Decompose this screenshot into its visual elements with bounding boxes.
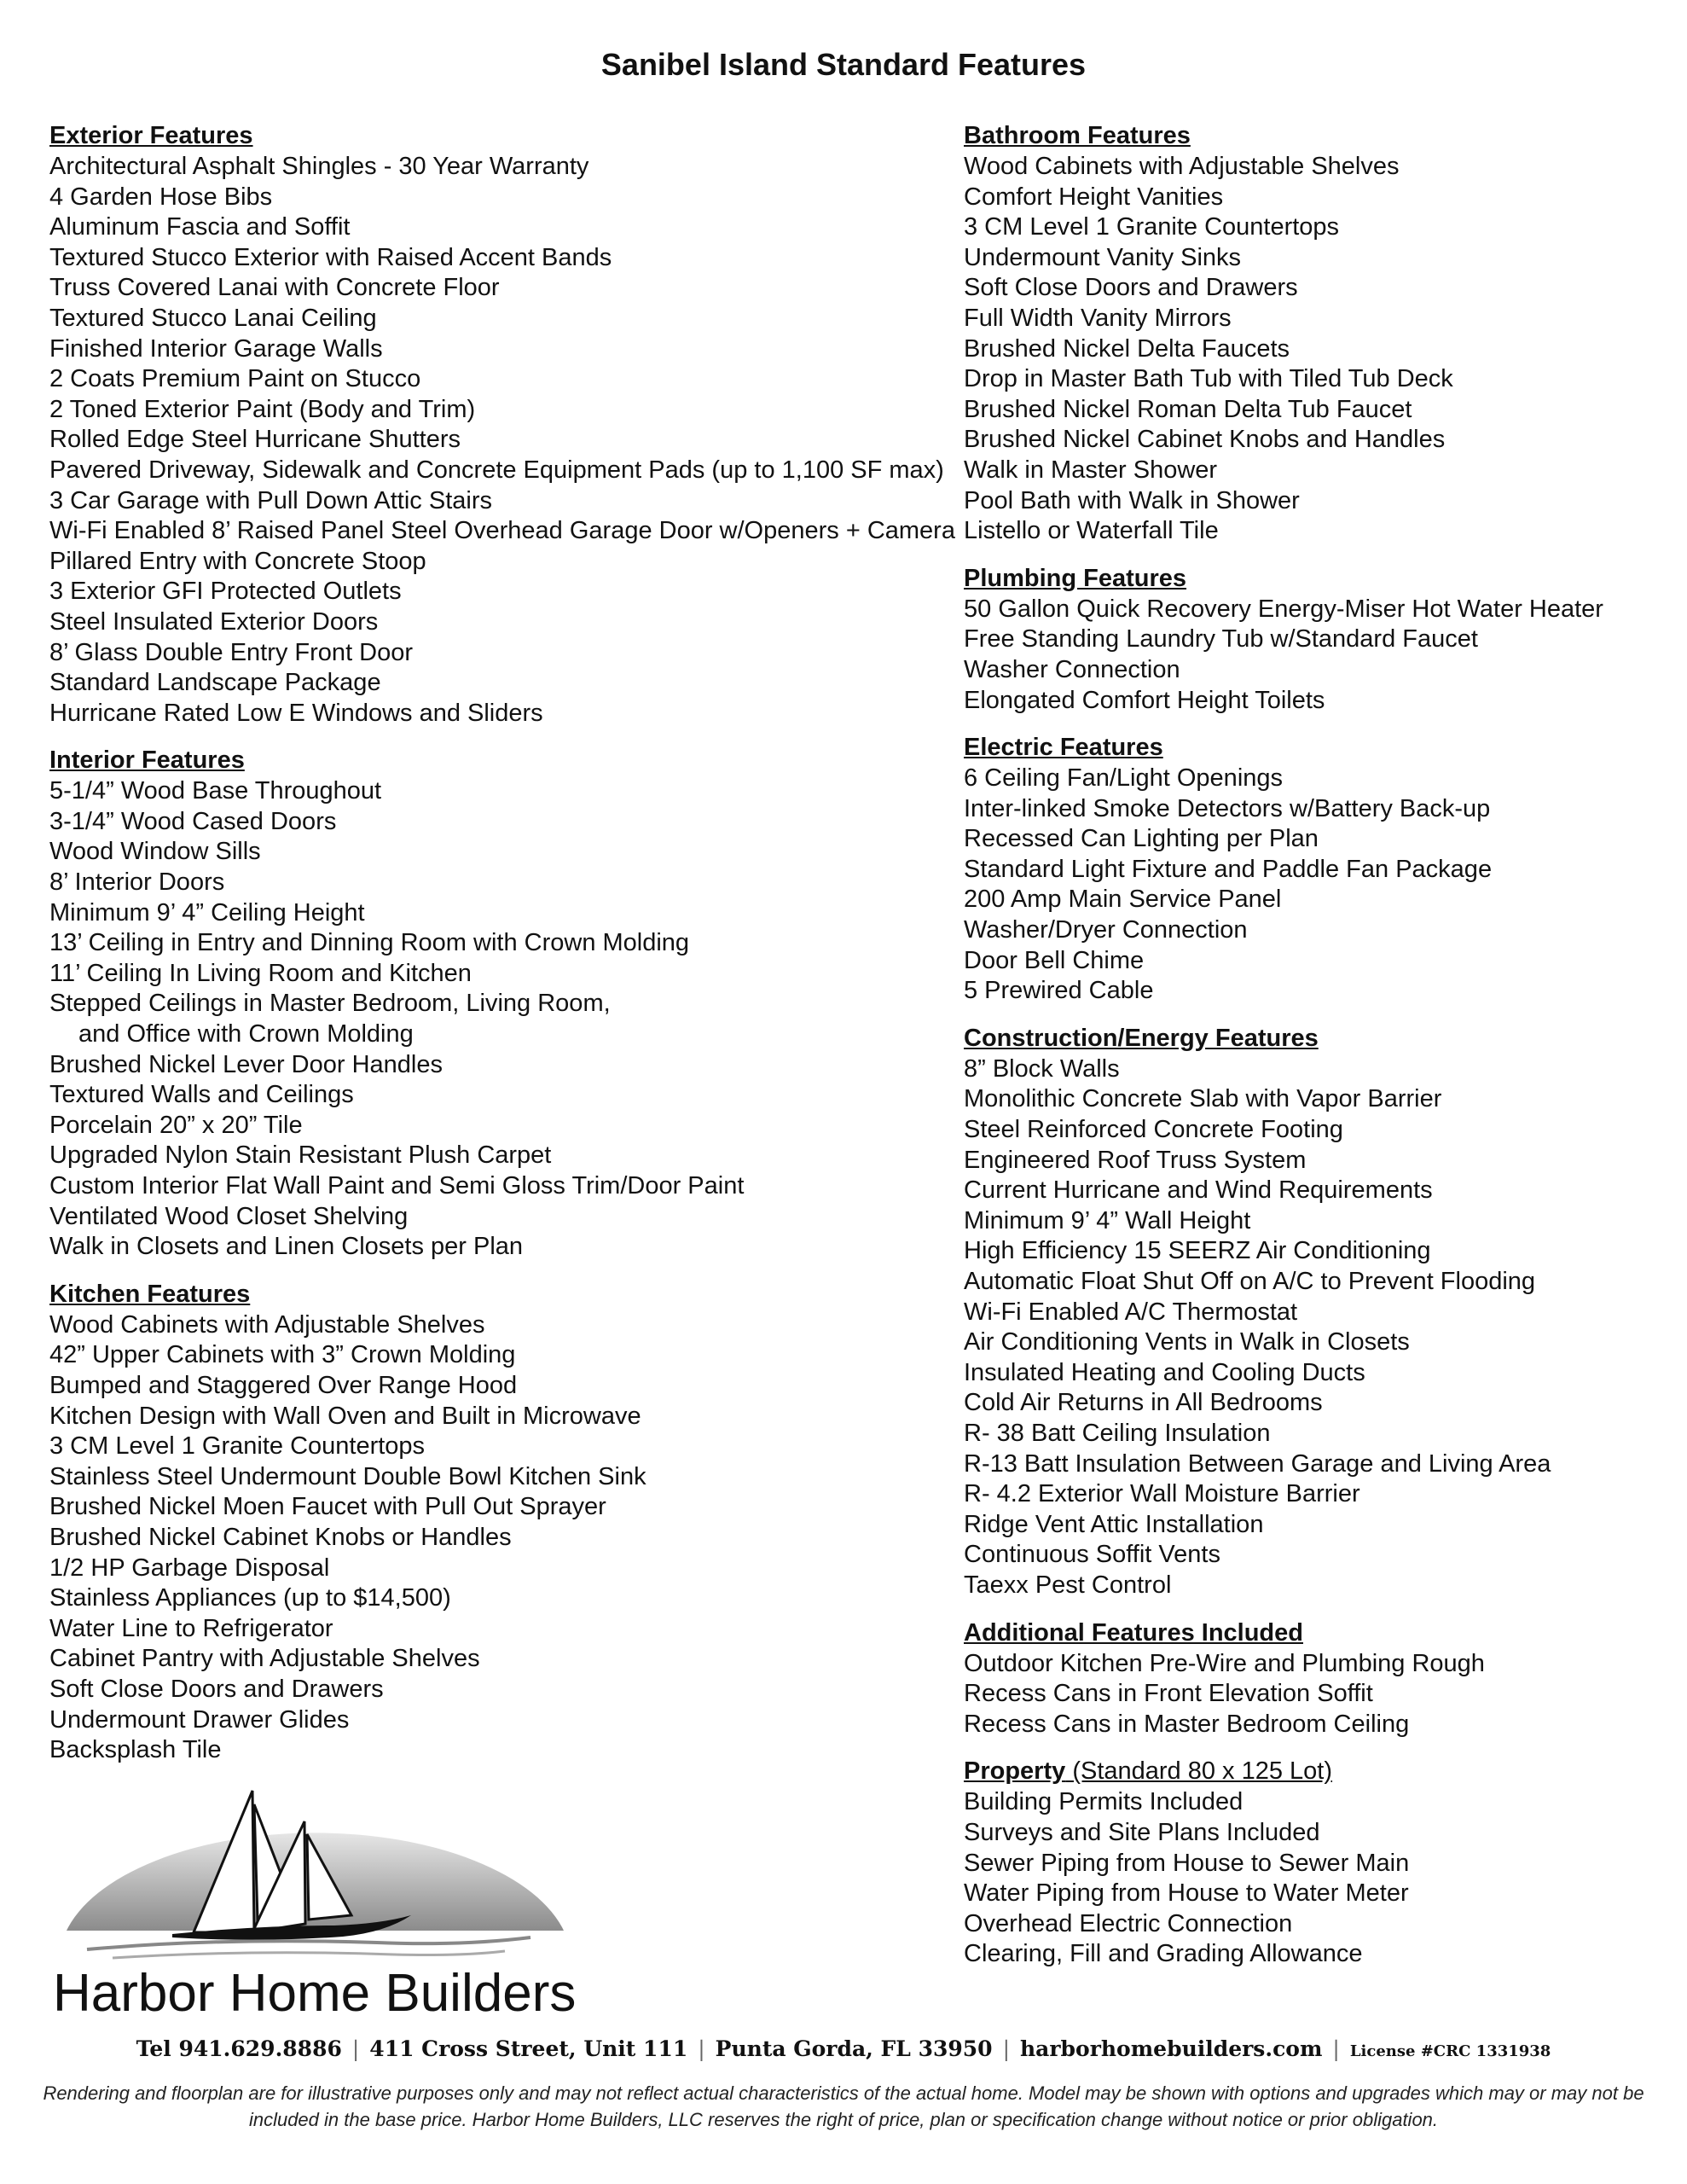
section-heading-label: Kitchen Features (49, 1280, 251, 1308)
feature-list (964, 595, 1663, 716)
left-column (49, 119, 955, 1781)
feature-item: Listello or Waterfall Tile (964, 517, 1219, 545)
feature-item: Drop in Master Bath Tub with Tiled Tub Deck (964, 365, 1453, 393)
feature-item: 3 Exterior GFI Protected Outlets (49, 578, 402, 606)
feature-item: 3-1/4” Wood Cased Doors (49, 807, 337, 835)
feature-item: Upgraded Nylon Stain Resistant Plush Carpet (49, 1141, 552, 1170)
feature-item: Hurricane Rated Low E Windows and Sliders (49, 699, 543, 727)
feature-item: Cold Air Returns in All Bedrooms (964, 1389, 1323, 1417)
feature-list (49, 1310, 919, 1766)
feature-item: Textured Stucco Exterior with Raised Accent Bands (49, 243, 612, 271)
feature-item: Automatic Float Shut Off on A/C to Prevent Flooding (964, 1268, 1536, 1295)
feature-item: Finished Interior Garage Walls (49, 334, 383, 363)
feature-list (964, 1787, 1663, 1970)
feature-item: 5 Prewired Cable (964, 977, 1154, 1005)
feature-item: Wi-Fi Enabled A/C Thermostat (964, 1298, 1298, 1326)
feature-item: Elongated Comfort Height Toilets (964, 686, 1325, 714)
feature-item: Steel Insulated Exterior Doors (49, 607, 379, 636)
license-number: License #CRC 1331938 (1349, 2042, 1551, 2060)
section-heading-label: Property (964, 1757, 1066, 1786)
feature-item: Ventilated Wood Closet Shelving (49, 1202, 409, 1230)
feature-item: Pool Bath with Walk in Shower (964, 486, 1300, 514)
feature-item: 1/2 HP Garbage Disposal (49, 1554, 330, 1582)
feature-item: 2 Coats Premium Paint on Stucco (49, 365, 421, 393)
feature-item: Custom Interior Flat Wall Paint and Semi Gloss Trim/Door Paint (49, 1172, 745, 1199)
feature-item: 50 Gallon Quick Recovery Energy-Miser Hot Water Heater (964, 595, 1603, 623)
feature-item: 13’ Ceiling in Entry and Dinning Room with Crown Molding (49, 929, 690, 957)
section-heading-label: Interior Features (49, 746, 245, 775)
feature-item: Water Line to Refrigerator (49, 1614, 333, 1642)
website-link[interactable]: harborhomebuilders.com (1020, 2036, 1323, 2061)
feature-item: Bumped and Staggered Over Range Hood (49, 1371, 518, 1399)
section-electric-features (964, 731, 1663, 1007)
disclaimer-text: Rendering and floorplan are for illustrative purposes only and may not reflect actual characteristics of the actual home. Model may be shown with options and upgrades which may or may not be included in the base price. Harbor Home Builders, LLC reserves the right of price, plan or specification change without notice or prior obligation. (43, 2082, 1644, 2130)
feature-item: Porcelain 20” x 20” Tile (49, 1111, 303, 1139)
feature-list (964, 1054, 1663, 1601)
feature-item: Comfort Height Vanities (964, 183, 1224, 211)
feature-item: Truss Covered Lanai with Concrete Floor (49, 274, 500, 302)
feature-item: Inter-linked Smoke Detectors w/Battery Back-up (964, 794, 1491, 822)
feature-item: Engineered Roof Truss System (964, 1146, 1307, 1174)
feature-list (964, 1649, 1663, 1740)
feature-item: 3 Car Garage with Pull Down Attic Stairs (49, 486, 492, 514)
section-property (964, 1755, 1663, 1970)
feature-item: Brushed Nickel Roman Delta Tub Faucet (964, 395, 1412, 423)
feature-item: 8’ Glass Double Entry Front Door (49, 638, 414, 666)
feature-item: Free Standing Laundry Tub w/Standard Faucet (964, 625, 1478, 653)
feature-item: Pillared Entry with Concrete Stoop (49, 547, 426, 575)
feature-item: Taexx Pest Control (964, 1571, 1172, 1599)
feature-item: R- 4.2 Exterior Wall Moisture Barrier (964, 1480, 1360, 1508)
street-address: 411 Cross Street, Unit 111 (369, 2036, 688, 2061)
feature-item: Minimum 9’ 4” Ceiling Height (49, 898, 365, 926)
section-heading-label: Plumbing Features (964, 564, 1187, 592)
feature-item: Wi-Fi Enabled 8’ Raised Panel Steel Overhead Garage Door w/Openers + Camera (49, 517, 955, 545)
feature-item: 8” Block Walls (964, 1054, 1120, 1083)
feature-item: 2 Toned Exterior Paint (Body and Trim) (49, 395, 476, 423)
section-exterior-features (49, 119, 955, 729)
section-heading (964, 1755, 1663, 1787)
feature-item: 6 Ceiling Fan/Light Openings (964, 764, 1284, 793)
feature-item: Surveys and Site Plans Included (964, 1818, 1320, 1846)
feature-list (964, 152, 1663, 547)
feature-item: R- 38 Batt Ceiling Insulation (964, 1419, 1271, 1447)
feature-item: Undermount Drawer Glides (49, 1705, 350, 1734)
section-heading (964, 119, 1663, 152)
feature-item: 200 Amp Main Service Panel (964, 886, 1282, 914)
feature-item: Wood Window Sills (49, 838, 261, 866)
feature-item: 42” Upper Cabinets with 3” Crown Molding (49, 1341, 516, 1369)
feature-item: 11’ Ceiling In Living Room and Kitchen (49, 959, 472, 987)
feature-item: Architectural Asphalt Shingles - 30 Year Warranty (49, 153, 589, 180)
feature-item: Pavered Driveway, Sidewalk and Concrete Equipment Pads (up to 1,100 SF max) (49, 456, 944, 484)
feature-item: Steel Reinforced Concrete Footing (964, 1116, 1343, 1144)
section-additional-features-included (964, 1617, 1663, 1740)
feature-item: Overhead Electric Connection (964, 1909, 1293, 1937)
section-heading (964, 562, 1663, 595)
feature-list (49, 776, 919, 1263)
feature-item: Walk in Closets and Linen Closets per Plan (49, 1233, 524, 1261)
feature-item: 5-1/4” Wood Base Throughout (49, 777, 382, 805)
logo-wordmark: Harbor Home Builders (53, 1964, 577, 2023)
section-heading (49, 1278, 919, 1310)
feature-item: Soft Close Doors and Drawers (49, 1675, 384, 1703)
feature-item: Rolled Edge Steel Hurricane Shutters (49, 426, 461, 454)
feature-item: Wood Cabinets with Adjustable Shelves (49, 1310, 485, 1339)
feature-item: and Office with Crown Molding (78, 1020, 414, 1048)
feature-item: Clearing, Fill and Grading Allowance (964, 1940, 1363, 1968)
feature-item: Wood Cabinets with Adjustable Shelves (964, 153, 1400, 180)
feature-item: Building Permits Included (964, 1788, 1244, 1816)
feature-item: Standard Landscape Package (49, 669, 381, 697)
feature-item: Brushed Nickel Moen Faucet with Pull Out Sprayer (49, 1493, 606, 1521)
feature-item: 3 CM Level 1 Granite Countertops (964, 213, 1340, 241)
section-heading (49, 119, 919, 152)
footer-separator: | (351, 2036, 360, 2061)
feature-item: Soft Close Doors and Drawers (964, 274, 1298, 302)
feature-item: Washer/Dryer Connection (964, 916, 1248, 944)
contact-footer (0, 2035, 1687, 2066)
section-heading-note: (Standard 80 x 125 Lot) (1065, 1757, 1333, 1786)
section-heading-label: Electric Features (964, 734, 1163, 762)
feature-item: Monolithic Concrete Slab with Vapor Barrier (964, 1085, 1442, 1113)
feature-item: Standard Light Fixture and Paddle Fan Package (964, 855, 1493, 883)
feature-list (49, 152, 955, 729)
feature-item: Door Bell Chime (964, 946, 1145, 974)
feature-item: R-13 Batt Insulation Between Garage and Living Area (964, 1449, 1551, 1478)
feature-item: Recess Cans in Master Bedroom Ceiling (964, 1710, 1410, 1738)
footer-separator: | (1332, 2036, 1340, 2061)
section-heading-label: Bathroom Features (964, 122, 1191, 149)
feature-item: Walk in Master Shower (964, 456, 1218, 484)
feature-item: Current Hurricane and Wind Requirements (964, 1176, 1433, 1205)
section-heading-label: Exterior Features (49, 122, 253, 149)
feature-item: Insulated Heating and Cooling Ducts (964, 1358, 1365, 1386)
feature-item: Aluminum Fascia and Soffit (49, 213, 351, 241)
section-heading-label: Additional Features Included (964, 1618, 1303, 1647)
harbor-home-builders-logo (53, 1787, 582, 2026)
feature-item: Stainless Appliances (up to $14,500) (49, 1584, 451, 1612)
feature-item: Continuous Soffit Vents (964, 1541, 1220, 1569)
footer-separator: | (1002, 2036, 1010, 2061)
feature-item: Textured Walls and Ceilings (49, 1081, 354, 1109)
feature-item: Water Piping from House to Water Meter (964, 1879, 1409, 1908)
city-state-zip: Punta Gorda, FL 33950 (715, 2036, 993, 2061)
right-column (964, 119, 1663, 1985)
feature-item: Kitchen Design with Wall Oven and Built in Microwave (49, 1402, 641, 1430)
section-construction-energy-features (964, 1022, 1663, 1601)
feature-item: 3 CM Level 1 Granite Countertops (49, 1432, 426, 1461)
feature-item: Ridge Vent Attic Installation (964, 1510, 1264, 1538)
feature-item: Recessed Can Lighting per Plan (964, 825, 1319, 853)
feature-item: Backsplash Tile (49, 1736, 222, 1764)
feature-item: Air Conditioning Vents in Walk in Closets (964, 1328, 1410, 1356)
feature-item: Cabinet Pantry with Adjustable Shelves (49, 1645, 480, 1673)
feature-item: Washer Connection (964, 655, 1180, 683)
feature-item: Undermount Vanity Sinks (964, 243, 1242, 271)
footer-separator: | (698, 2036, 705, 2061)
feature-item: Full Width Vanity Mirrors (964, 304, 1232, 332)
section-interior-features (49, 744, 919, 1263)
section-heading (49, 744, 919, 776)
section-heading-label: Construction/Energy Features (964, 1024, 1319, 1052)
feature-list (964, 764, 1663, 1007)
sailboat-logo-icon (53, 1787, 582, 2026)
section-plumbing-features (964, 562, 1663, 716)
section-heading (964, 1617, 1663, 1649)
feature-item: Brushed Nickel Lever Door Handles (49, 1050, 443, 1078)
phone-number: Tel 941.629.8886 (136, 2036, 342, 2061)
feature-item: Recess Cans in Front Elevation Soffit (964, 1680, 1373, 1708)
feature-item: Stepped Ceilings in Master Bedroom, Living Room, (49, 990, 611, 1018)
section-heading (964, 1022, 1663, 1054)
feature-item: 8’ Interior Doors (49, 868, 225, 897)
feature-item: Brushed Nickel Cabinet Knobs and Handles (964, 426, 1446, 454)
feature-item: Stainless Steel Undermount Double Bowl Kitchen Sink (49, 1462, 646, 1490)
feature-item: High Efficiency 15 SEERZ Air Conditioning (964, 1237, 1431, 1265)
feature-item: Outdoor Kitchen Pre-Wire and Plumbing Rough (964, 1649, 1485, 1677)
feature-item: Brushed Nickel Delta Faucets (964, 334, 1290, 363)
feature-item: Brushed Nickel Cabinet Knobs or Handles (49, 1523, 512, 1551)
page-title: Sanibel Island Standard Features (600, 47, 1087, 82)
feature-item: Minimum 9’ 4” Wall Height (964, 1206, 1251, 1234)
feature-item: Sewer Piping from House to Sewer Main (964, 1849, 1410, 1877)
section-kitchen-features (49, 1278, 919, 1766)
section-bathroom-features (964, 119, 1663, 547)
section-heading (964, 731, 1663, 764)
feature-item: Textured Stucco Lanai Ceiling (49, 304, 377, 332)
feature-item: 4 Garden Hose Bibs (49, 183, 273, 211)
